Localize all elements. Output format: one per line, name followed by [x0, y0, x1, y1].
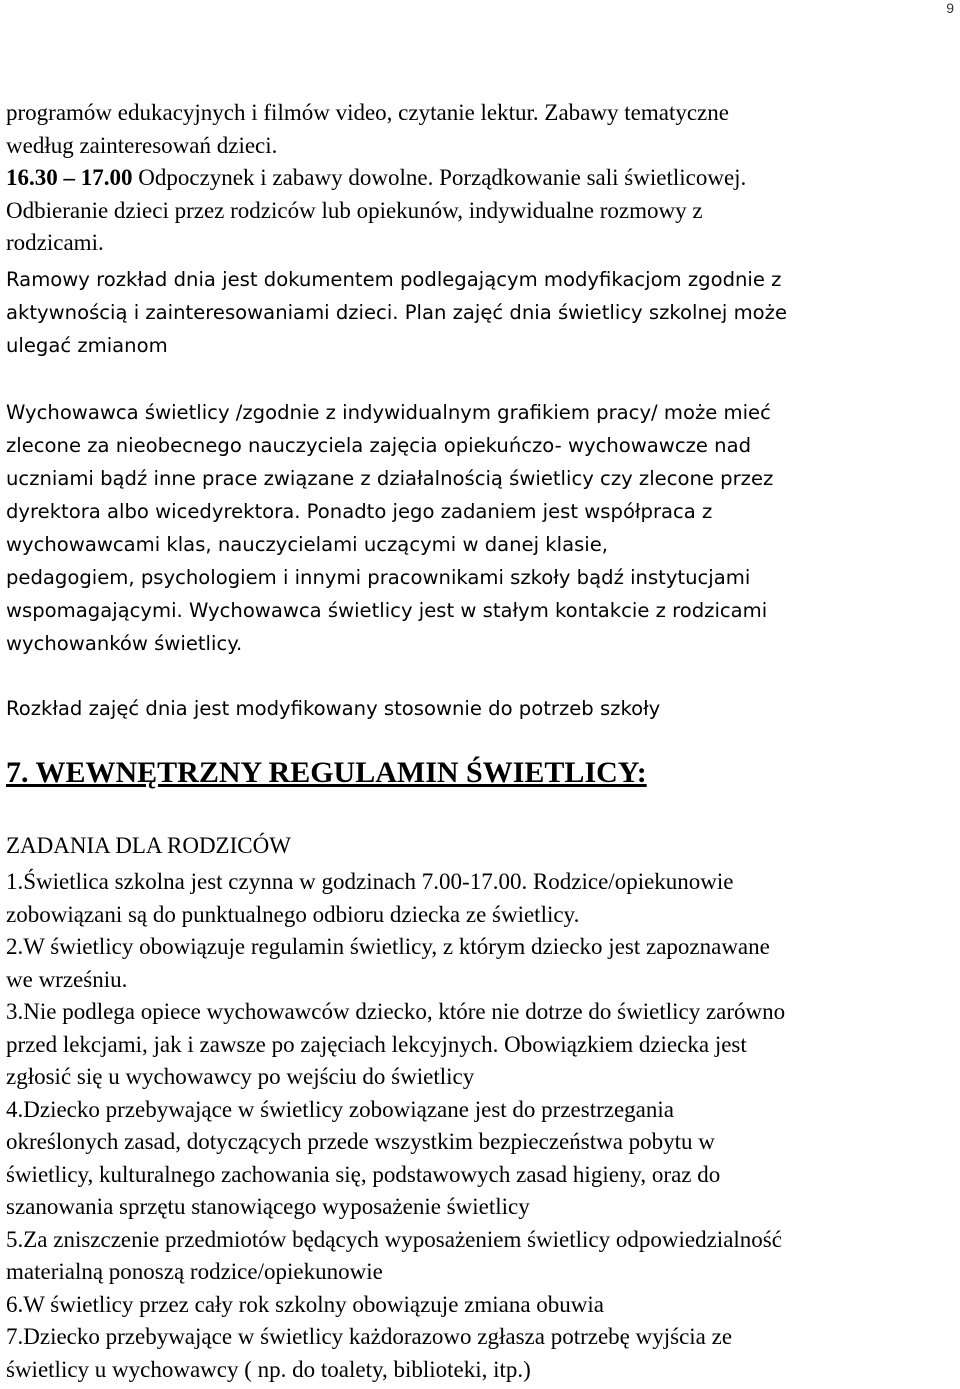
text-line: zlecone za nieobecnego nauczyciela zajęcia opiekuńczo- wychowawcze nad	[6, 434, 752, 457]
rule-line: świetlicy, kulturalnego zachowania się, podstawowych zasad higieny, oraz do	[6, 1161, 721, 1187]
rule-line: zgłosić się u wychowawcy po wejściu do świetlicy	[6, 1064, 475, 1089]
rule-line: szanowania sprzętu stanowiącego wyposażenie świetlicy	[6, 1194, 530, 1219]
text-fragment: Plan zajęć dnia świetlicy szkolnej może	[398, 301, 787, 324]
text-line: Wychowawca świetlicy /zgodnie z indywidualnym grafikiem pracy/ może mieć	[6, 401, 771, 424]
text-line: rodzicami.	[6, 230, 104, 255]
text-line: Ramowy rozkład dnia jest dokumentem podlegającym modyfikacjom zgodnie z	[6, 268, 782, 291]
rule-line: określonych zasad, dotyczących przede wszystkim bezpieczeństwa pobytu w	[6, 1129, 715, 1154]
rules-list	[6, 866, 956, 1386]
text-line: uczniami bądź inne prace związane z działalnością świetlicy czy zlecone przez	[6, 467, 774, 490]
text-line: pedagogiem, psychologiem i innymi pracownikami szkoły bądź instytucjami	[6, 566, 751, 589]
rule-line: 3.Nie podlega opiece wychowawców dziecko, które nie dotrze do świetlicy zarówno	[6, 999, 786, 1024]
text-line: wychowawcami klas, nauczycielami uczącymi w danej klasie,	[6, 533, 609, 556]
ramowy-paragraph	[6, 263, 956, 362]
text-line: ulegać zmianom	[6, 334, 168, 357]
section-heading: 7. WEWNĘTRZNY REGULAMIN ŚWIETLICY:	[6, 756, 647, 789]
text-line: Odbieranie dzieci przez rodziców lub opiekunów, indywidualne rozmowy z	[6, 197, 703, 223]
rule-line: 7.Dziecko przebywające w świetlicy każdorazowo zgłasza potrzebę wyjścia ze	[6, 1324, 733, 1349]
text-line: Rozkład zajęć dnia jest modyfikowany stosownie do potrzeb szkoły	[6, 697, 661, 720]
wychowawca-paragraph	[6, 396, 956, 660]
rule-line: 1.Świetlica szkolna jest czynna w godzinach 7.00-17.00. Rodzice/opiekunowie	[6, 869, 734, 894]
rule-line: 5.Za zniszczenie przedmiotów będących wyposażeniem świetlicy odpowiedzialność	[6, 1226, 782, 1252]
rule-line: przed lekcjami, jak i zawsze po zajęciach lekcyjnych. Obowiązkiem dziecka jest	[6, 1031, 747, 1057]
rule-line: materialną ponoszą rodzice/opiekunowie	[6, 1259, 383, 1284]
rule-line: 6.W świetlicy przez cały rok szkolny obowiązuje zmiana obuwia	[6, 1291, 605, 1317]
text-line: wychowanków świetlicy.	[6, 632, 243, 655]
page-number: 9	[946, 0, 954, 16]
text-line	[6, 162, 956, 195]
text-line	[6, 296, 956, 329]
intro-paragraph	[6, 97, 956, 260]
text-line: wspomagającymi. Wychowawca świetlicy jest w stałym kontakcie z rodzicami	[6, 599, 768, 622]
time-range: 16.30 – 17.00	[6, 165, 133, 190]
rule-line: zobowiązani są do punktualnego odbioru dziecka ze świetlicy.	[6, 901, 580, 927]
text-line: dyrektora albo wicedyrektora. Ponadto jego zadaniem jest współpraca z	[6, 500, 713, 523]
text-line: według zainteresowań dzieci.	[6, 132, 278, 158]
text-line: programów edukacyjnych i filmów video, czytanie lektur. Zabawy tematyczne	[6, 100, 729, 125]
rozklad-paragraph	[6, 692, 956, 725]
rule-line: 2.W świetlicy obowiązuje regulamin świetlicy, z którym dziecko jest zapoznawane	[6, 934, 770, 959]
rule-line: 4.Dziecko przebywające w świetlicy zobowiązane jest do przestrzegania	[6, 1096, 674, 1122]
text-fragment: aktywnością i zainteresowaniami dzieci.	[6, 301, 399, 324]
text-fragment: Odpoczynek i zabawy dowolne. Porządkowanie sali świetlicowej.	[132, 165, 747, 190]
rule-line: świetlicy u wychowawcy ( np. do toalety, biblioteki, itp.)	[6, 1356, 531, 1382]
subheading: ZADANIA DLA RODZICÓW	[6, 833, 291, 858]
rule-line: we wrześniu.	[6, 966, 128, 992]
